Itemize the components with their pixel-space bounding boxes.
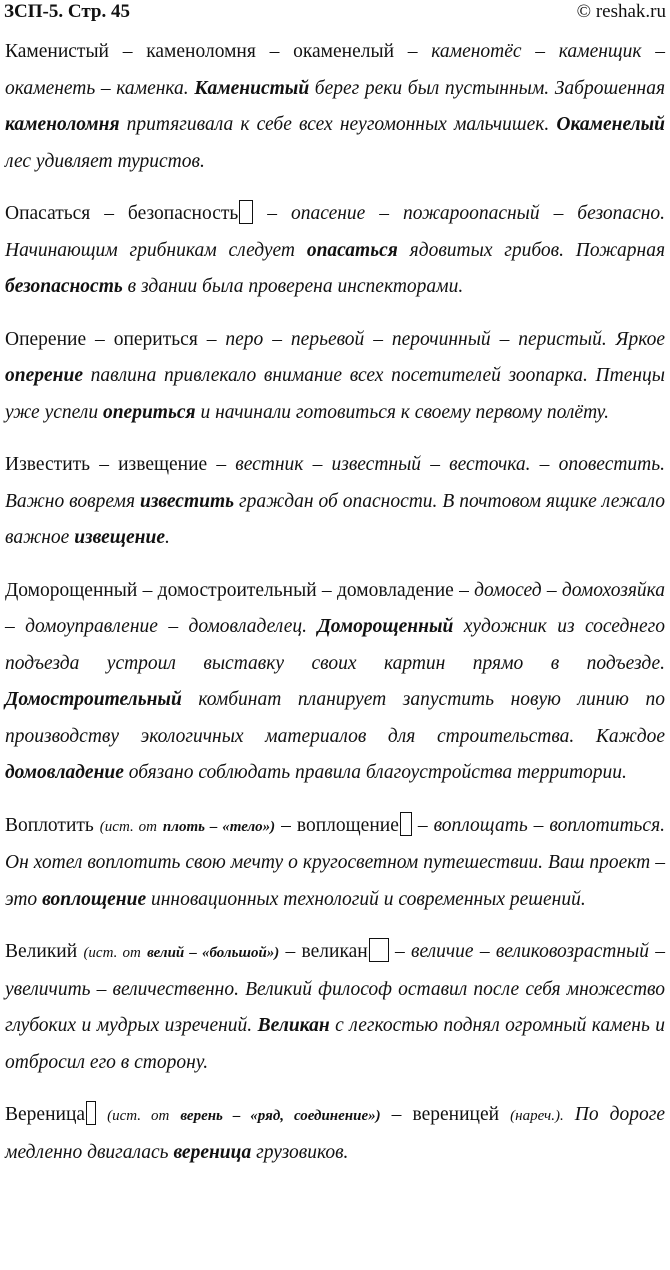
root-word: Воплотить [5, 814, 94, 836]
word-chain: величие – великовозрастный – увеличить – величественно. Великий философ оставил после себя множество глубоких и мудрых изречений. [5, 941, 666, 1036]
paragraph-4: Известить – извещение – вестник – известный – весточка. – оповестить. Важно вовремя известить граждан об опасности. В почтовом ящике лежало важное извещение. [5, 454, 666, 548]
word-chain: опасение – пожароопасный – безопасно. Начинающим грибникам следует [5, 203, 666, 261]
bold-word: домовладение [5, 762, 124, 783]
root-word: безопасность [127, 203, 239, 224]
bold-word: оперение [5, 365, 83, 386]
root-word: окаменелый [293, 41, 395, 62]
sentence-text: грузовиков. [256, 1141, 349, 1163]
root-word: домовладение [336, 579, 454, 601]
root-word: опериться [113, 328, 198, 350]
site-credit: © reshak.ru [576, 1, 666, 22]
ending-box [239, 200, 253, 224]
sentence-text: ядовитых грибов. Пожарная [409, 239, 666, 261]
root-word: воплощение [296, 814, 399, 836]
part-of-speech-note: (нареч.). [510, 1108, 564, 1124]
paragraph-3: Оперение – опериться – перо – перьевой – перочинный – перистый. Яркое оперение павлина привлекало внимание всех посетителей зоопарка. Птенцы уже успели опериться и начинали готовиться к своему первому полёту. [5, 328, 666, 423]
root-word: Известить [5, 454, 91, 475]
bold-word: известить [139, 490, 235, 512]
sentence-text: и начинали готовиться к своему первому полёту. [200, 401, 609, 423]
etymology-note: верень – «ряд, соединение») [180, 1108, 381, 1124]
etymology-note: (ист. от [107, 1108, 170, 1124]
root-word: Великий [5, 941, 78, 962]
answer-text [5, 34, 665, 1187]
sentence-text: граждан об опасности. В почтовом ящике лежало важное [5, 490, 666, 548]
paragraph-2: Опасаться – безопасность – опасение – пожароопасный – безопасно. Начинающим грибникам следует опасаться ядовитых грибов. Пожарная безопасность в здании была проверена инспекторами. [5, 196, 665, 306]
root-word: Каменистый [5, 41, 109, 62]
sentence-text: По дороге медленно двигалась [5, 1104, 666, 1163]
bold-word: Домостроительный [5, 689, 182, 710]
bold-word: опериться [102, 401, 196, 423]
root-word: Вереница [5, 1104, 86, 1125]
sentence-text: обязано соблюдать правила благоустройства территории. [128, 762, 627, 783]
ending-box [369, 938, 389, 962]
sentence-text: павлина привлекало внимание всех посетителей зоопарка. Птенцы уже успели [5, 365, 666, 423]
bold-word: вереница [173, 1141, 252, 1163]
sentence-text: лес удивляет туристов. [5, 150, 205, 172]
root-word: домостроительный [157, 579, 317, 601]
root-word: Доморощенный [5, 579, 138, 601]
etymology-note: велий – «большой») [147, 945, 280, 961]
paragraph-7: Великий (ист. от велий – «большой») – великан – величие – великовозрастный – увеличить – величественно. Великий философ оставил после себя множество глубоких и мудрых изречений. Великан с легкостью поднял огромный камень и отбросил его в сторону. [5, 934, 665, 1081]
word-chain: перо – перьевой – перочинный – перистый. Яркое [225, 328, 666, 350]
bold-word: Окаменелый [556, 114, 666, 135]
bold-word: безопасность [5, 276, 123, 297]
root-word: великан [301, 941, 368, 962]
ending-box [400, 812, 412, 836]
word-chain: вестник – известный – весточка. – оповестить. Важно вовремя [5, 454, 666, 512]
etymology-note: (ист. от [99, 818, 157, 835]
sentence-text: комбинат планирует запустить новую линию по производству экологичных материалов для строительства. Каждое [5, 689, 665, 747]
sentence-text: притягивала к себе всех неугомонных мальчишек. [126, 114, 550, 135]
ending-box [86, 1101, 96, 1125]
paragraph-5: Доморощенный – домостроительный – домовладение – домосед – домохозяйка – домоуправление – домовладелец. Доморощенный художник из соседнего подъезда устроил выставку своих картин прямо в подъезде. Домостроительный комбинат планирует запустить новую линию по производству экологичных материалов для строительства. Каждое домовладение обязано соблюдать правила благоустройства территории. [5, 579, 666, 783]
bold-word: каменоломня [5, 114, 120, 135]
sentence-text: инновационных технологий и современных решений. [150, 888, 586, 910]
sentence-text: художник из соседнего подъезда устроил выставку своих картин прямо в подъезде. [5, 616, 665, 674]
etymology-note: (ист. от [83, 945, 141, 961]
bold-word: опасаться [306, 239, 398, 261]
sentence-text: в здании была проверена инспекторами. [127, 276, 464, 297]
word-chain: домосед – домохозяйка – домоуправление – домовладелец. [5, 579, 666, 637]
word-chain: воплощать – воплотиться. Он хотел воплотить свою мечту о кругосветном путешествии. Ваш проект – это [5, 814, 666, 910]
paragraph-6: Воплотить (ист. от плоть – «тело») – воплощение – воплощать – воплотиться. Он хотел воплотить свою мечту о кругосветном путешествии. Ваш проект – это воплощение инновационных технологий и современных решений. [5, 808, 665, 919]
sentence-text: с легкостью поднял огромный камень и отбросил его в сторону. [5, 1015, 666, 1073]
root-word: Опасаться [5, 203, 91, 224]
root-word: каменоломня [146, 41, 256, 62]
root-word: Оперение [5, 328, 87, 350]
sentence-text: берег реки был пустынным. Заброшенная [314, 77, 666, 99]
bold-word: извещение [74, 527, 165, 548]
page-title: ЗСП-5. Стр. 45 [4, 1, 130, 22]
page-header [0, 0, 670, 24]
root-word: извещение [118, 454, 208, 475]
etymology-note: плоть – «тело») [162, 818, 276, 835]
bold-word: Доморощенный [317, 616, 454, 637]
paragraph-1: Каменистый – каменоломня – окаменелый – каменотёс – каменщик – окаменеть – каменка. Каменистый берег реки был пустынным. Заброшенная каменоломня притягивала к себе всех неугомонных мальчишек. Окаменелый лес удивляет туристов. [5, 41, 666, 172]
root-word: вереницей [412, 1104, 500, 1125]
bold-word: Каменистый [194, 77, 310, 99]
word-chain: каменотёс – каменщик – окаменеть – каменка. [5, 41, 666, 99]
bold-word: воплощение [42, 888, 147, 910]
bold-word: Великан [257, 1015, 330, 1036]
sentence-text: . [165, 527, 170, 548]
paragraph-8: Вереница (ист. от верень – «ряд, соединение») – вереницей (нареч.). По дороге медленно двигалась вереница грузовиков. [5, 1097, 665, 1171]
